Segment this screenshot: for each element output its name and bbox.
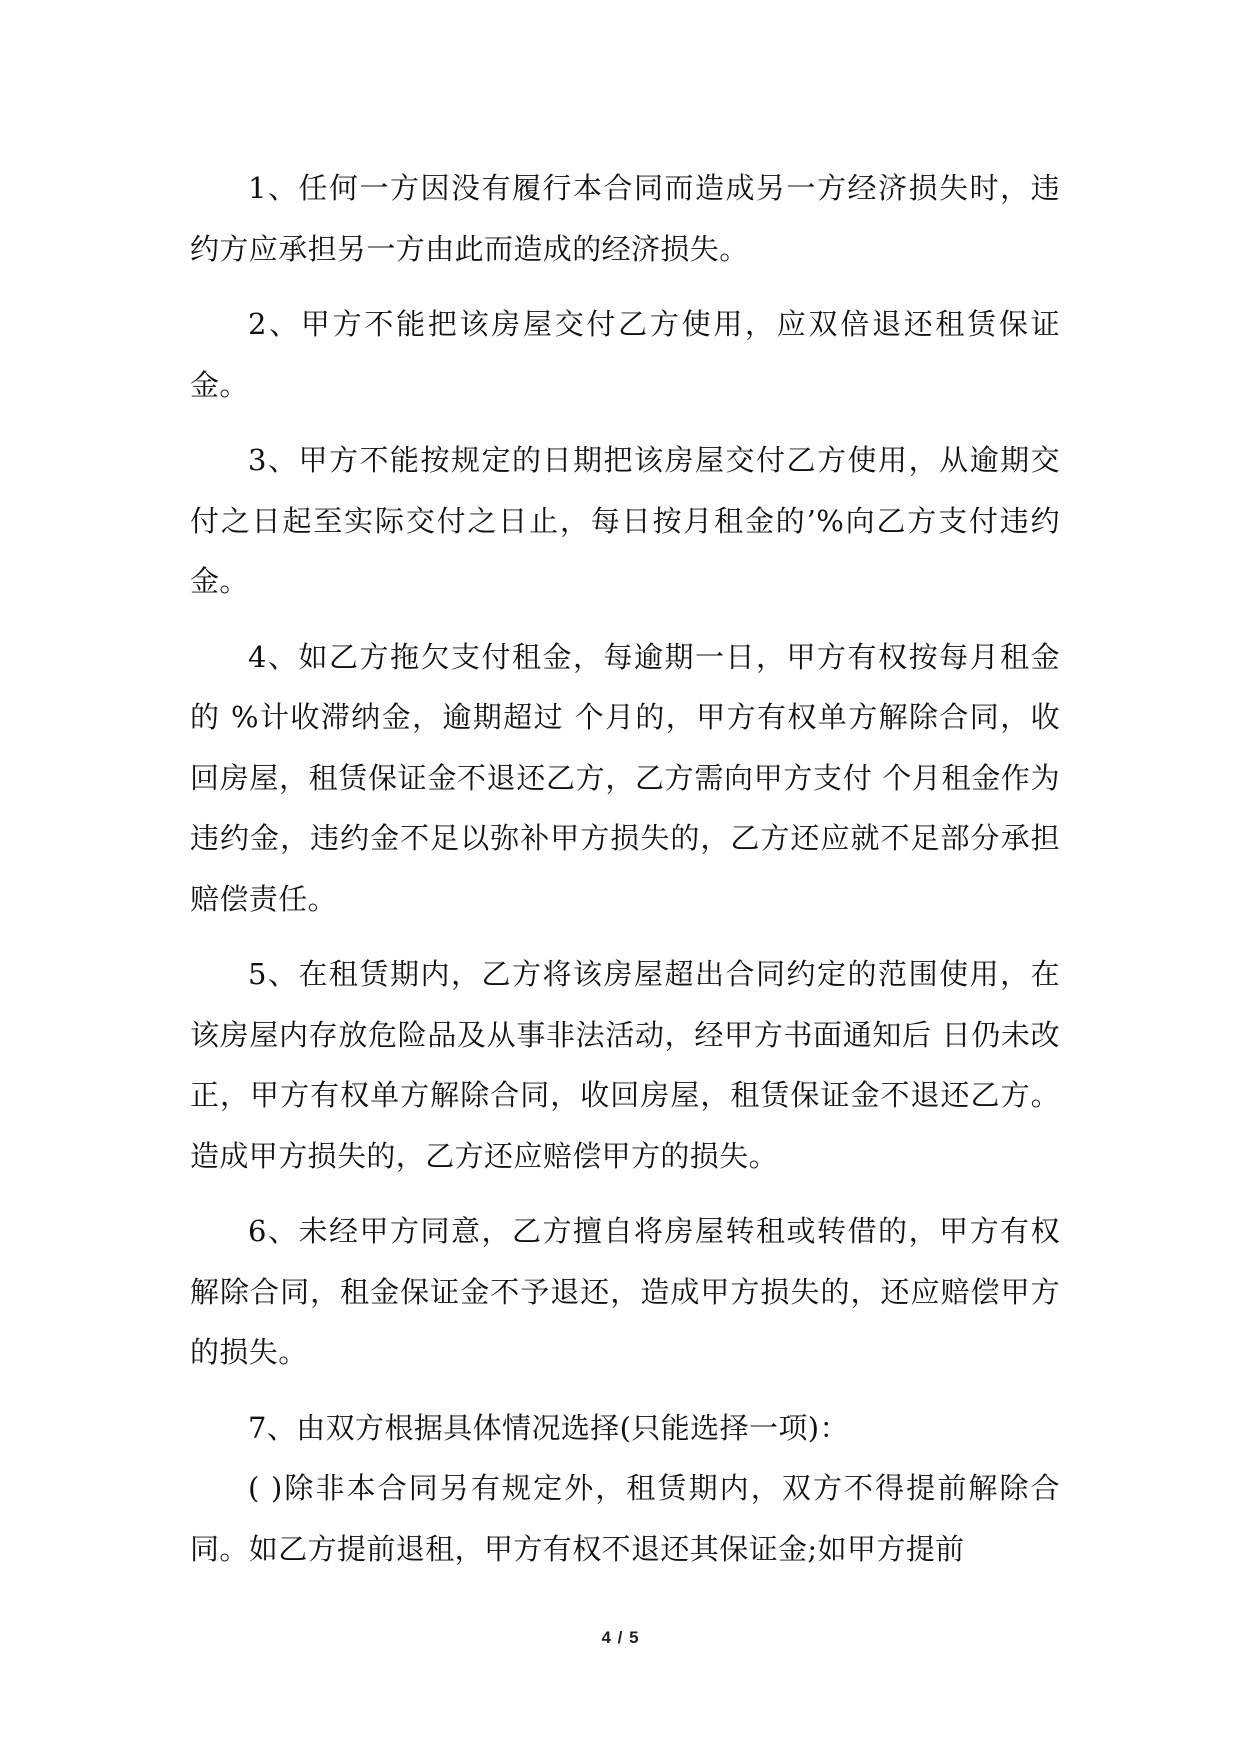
clause-6: 6、未经甲方同意，乙方擅自将房屋转租或转借的，甲方有权解除合同，租金保证金不予退还，造成甲方损失的，还应赔偿甲方的损失。 bbox=[190, 1214, 1060, 1369]
clause-1: 1、任何一方因没有履行本合同而造成另一方经济损失时，违约方应承担另一方由此而造成的经济损失。 bbox=[190, 171, 1060, 266]
clause-7: 7、由双方根据具体情况选择(只能选择一项)： bbox=[248, 1410, 849, 1445]
clause-2: 2、甲方不能把该房屋交付乙方使用，应双倍退还租赁保证金。 bbox=[190, 307, 1060, 402]
clause-5: 5、在租赁期内，乙方将该房屋超出合同约定的范围使用，在该房屋内存放危险品及从事非法活动，经甲方书面通知后 日仍未改正，甲方有权单方解除合同，收回房屋，租赁保证金不退还乙方。造成甲方损失的，乙方还应赔偿甲方的损失。 bbox=[190, 957, 1060, 1173]
clause-4: 4、如乙方拖欠支付租金，每逾期一日，甲方有权按每月租金的 %计收滞纳金，逾期超过 个月的，甲方有权单方解除合同，收回房屋，租赁保证金不退还乙方，乙方需向甲方支付 个月租金作为违约金，违约金不足以弥补甲方损失的，乙方还应就不足部分承担赔偿责任。 bbox=[190, 639, 1060, 916]
clause-7-option: ( )除非本合同另有规定外，租赁期内，双方不得提前解除合同。如乙方提前退租，甲方有权不退还其保证金;如甲方提前 bbox=[190, 1471, 1060, 1566]
clause-3: 3、甲方不能按规定的日期把该房屋交付乙方使用，从逾期交付之日起至实际交付之日止，每日按月租金的’%向乙方支付违约金。 bbox=[190, 443, 1060, 598]
page-number: 4 / 5 bbox=[601, 1628, 640, 1647]
document-body bbox=[190, 158, 1060, 1579]
